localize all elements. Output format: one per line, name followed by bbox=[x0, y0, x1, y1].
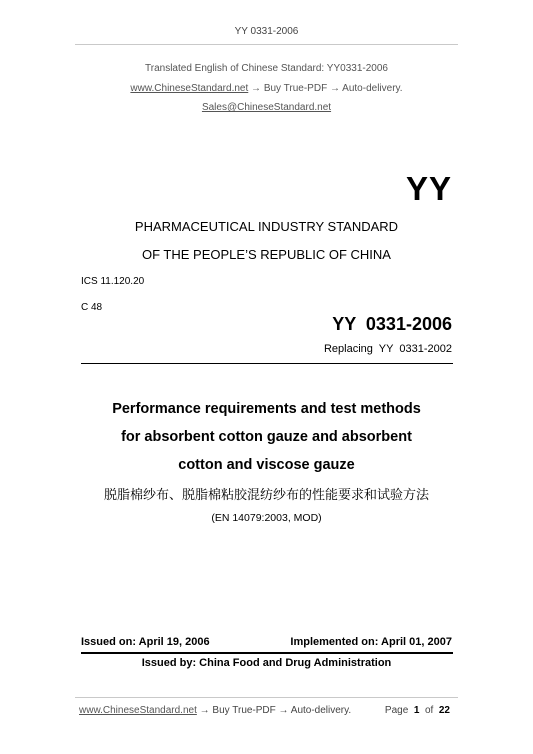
footer-site-link[interactable]: www.ChineseStandard.net bbox=[79, 705, 197, 716]
email-link[interactable]: Sales@ChineseStandard.net bbox=[201, 102, 332, 113]
date-divider bbox=[81, 652, 453, 654]
equivalence-note: (EN 14079:2003, MOD) bbox=[211, 512, 322, 524]
email-line bbox=[0, 102, 533, 113]
issuing-authority: Issued by: China Food and Drug Administration bbox=[141, 657, 392, 669]
industry-standard-line2: OF THE PEOPLE’S REPUBLIC OF CHINA bbox=[142, 247, 391, 262]
industry-standard-line1: PHARMACEUTICAL INDUSTRY STANDARD bbox=[134, 219, 399, 234]
title-line-3: cotton and viscose gauze bbox=[178, 457, 355, 473]
ccs-code: C 48 bbox=[81, 302, 103, 313]
page-of: of bbox=[424, 705, 434, 716]
page-total: 22 bbox=[438, 705, 450, 716]
buy-text: → Buy True-PDF → Auto-delivery. bbox=[248, 83, 403, 94]
replacing-note: Replacing YY 0331-2002 bbox=[323, 343, 452, 355]
issued-date: Issued on: April 19, 2006 bbox=[81, 636, 210, 648]
ics-code: ICS 11.120.20 bbox=[81, 276, 145, 287]
page-label: Page bbox=[384, 705, 409, 716]
footer-purchase-line bbox=[79, 705, 351, 716]
header-divider bbox=[75, 44, 458, 45]
page-current: 1 bbox=[413, 705, 420, 716]
title-line-1: Performance requirements and test methods bbox=[112, 401, 421, 417]
purchase-line bbox=[0, 83, 533, 94]
translation-note: Translated English of Chinese Standard: YY0331-2006 bbox=[145, 63, 388, 74]
standard-number: YY 0331-2006 bbox=[332, 314, 452, 334]
site-link[interactable]: www.ChineseStandard.net bbox=[130, 83, 249, 94]
implemented-date: Implemented on: April 01, 2007 bbox=[290, 636, 452, 648]
page-counter bbox=[385, 705, 450, 716]
industry-code-logo: YY bbox=[405, 170, 452, 207]
footer-divider bbox=[75, 697, 458, 698]
running-header: YY 0331-2006 bbox=[234, 26, 299, 37]
footer-buy-text: → Buy True-PDF → Auto-delivery. bbox=[196, 705, 352, 716]
cover-divider bbox=[81, 363, 453, 364]
title-line-2: for absorbent cotton gauze and absorbent bbox=[121, 429, 412, 445]
title-chinese: 脱脂棉纱布、脱脂棉粘胶混纺纱布的性能要求和试验方法 bbox=[103, 488, 429, 503]
